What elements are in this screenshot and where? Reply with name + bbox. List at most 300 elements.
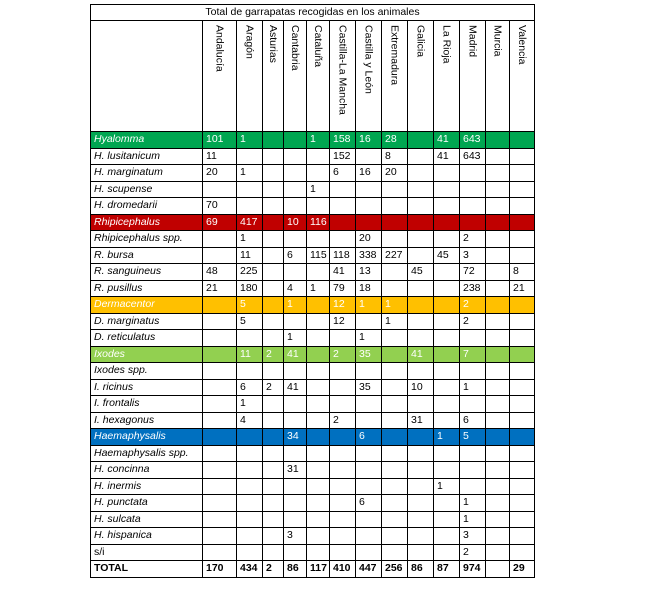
value-cell: 6 [237, 379, 263, 396]
row-label: H. hispanica [91, 528, 203, 545]
value-cell: 2 [460, 297, 486, 314]
value-cell [330, 396, 356, 413]
species-row [91, 231, 535, 248]
value-cell [203, 462, 237, 479]
value-cell: 10 [408, 379, 434, 396]
species-row [91, 379, 535, 396]
value-cell [284, 396, 307, 413]
value-cell [263, 544, 284, 561]
value-cell [203, 330, 237, 347]
column-header [237, 21, 263, 132]
column-header-label: Cantabria [289, 25, 301, 71]
value-cell: 3 [460, 528, 486, 545]
value-cell [382, 280, 408, 297]
value-cell: 256 [382, 561, 408, 578]
value-cell: 1 [356, 297, 382, 314]
value-cell [434, 396, 460, 413]
column-header [356, 21, 382, 132]
value-cell [510, 396, 535, 413]
value-cell [486, 462, 510, 479]
value-cell [486, 280, 510, 297]
value-cell [434, 445, 460, 462]
value-cell [263, 330, 284, 347]
value-cell [330, 198, 356, 215]
value-cell: 5 [237, 313, 263, 330]
value-cell: 4 [237, 412, 263, 429]
value-cell [460, 214, 486, 231]
value-cell: 4 [284, 280, 307, 297]
value-cell [356, 363, 382, 380]
value-cell [382, 181, 408, 198]
value-cell: 41 [284, 346, 307, 363]
value-cell: 6 [356, 429, 382, 446]
value-cell [284, 181, 307, 198]
value-cell [434, 544, 460, 561]
value-cell [307, 495, 330, 512]
value-cell: 2 [263, 379, 284, 396]
value-cell: 225 [237, 264, 263, 281]
genus-row [91, 132, 535, 149]
column-header [203, 21, 237, 132]
value-cell: 34 [284, 429, 307, 446]
value-cell [203, 478, 237, 495]
value-cell [434, 214, 460, 231]
value-cell [237, 181, 263, 198]
value-cell [434, 462, 460, 479]
value-cell: 170 [203, 561, 237, 578]
value-cell [356, 313, 382, 330]
value-cell [237, 429, 263, 446]
value-cell [307, 412, 330, 429]
value-cell [307, 297, 330, 314]
row-label: D. reticulatus [91, 330, 203, 347]
value-cell [486, 297, 510, 314]
value-cell: 12 [330, 313, 356, 330]
row-label: I. ricinus [91, 379, 203, 396]
value-cell [510, 379, 535, 396]
value-cell [237, 528, 263, 545]
value-cell [356, 544, 382, 561]
value-cell [486, 181, 510, 198]
row-label: Haemaphysalis [91, 429, 203, 446]
value-cell [434, 313, 460, 330]
value-cell [486, 198, 510, 215]
value-cell [486, 148, 510, 165]
value-cell: 10 [284, 214, 307, 231]
value-cell [408, 148, 434, 165]
value-cell [510, 478, 535, 495]
value-cell [356, 181, 382, 198]
value-cell [408, 330, 434, 347]
value-cell [510, 297, 535, 314]
value-cell [382, 462, 408, 479]
value-cell [382, 396, 408, 413]
value-cell [486, 445, 510, 462]
value-cell: 2 [460, 231, 486, 248]
value-cell [408, 181, 434, 198]
value-cell: 87 [434, 561, 460, 578]
value-cell [307, 148, 330, 165]
value-cell [510, 511, 535, 528]
value-cell [263, 165, 284, 182]
column-header-label: Castilla-La Mancha [336, 25, 349, 115]
value-cell [460, 462, 486, 479]
value-cell [486, 379, 510, 396]
value-cell [434, 181, 460, 198]
value-cell [460, 363, 486, 380]
column-header-label: Extremadura [388, 25, 401, 86]
value-cell: 1 [434, 478, 460, 495]
value-cell [330, 231, 356, 248]
value-cell: 6 [284, 247, 307, 264]
value-cell: 8 [510, 264, 535, 281]
value-cell: 86 [284, 561, 307, 578]
value-cell [307, 544, 330, 561]
value-cell [237, 495, 263, 512]
value-cell: 2 [460, 544, 486, 561]
value-cell: 18 [356, 280, 382, 297]
value-cell: 16 [356, 132, 382, 149]
value-cell: 5 [237, 297, 263, 314]
value-cell [510, 330, 535, 347]
value-cell [434, 346, 460, 363]
value-cell [263, 148, 284, 165]
value-cell [486, 511, 510, 528]
value-cell [203, 528, 237, 545]
value-cell [284, 511, 307, 528]
value-cell [307, 231, 330, 248]
value-cell [307, 528, 330, 545]
value-cell [382, 429, 408, 446]
value-cell [408, 445, 434, 462]
value-cell [510, 346, 535, 363]
genus-row [91, 214, 535, 231]
value-cell [486, 478, 510, 495]
value-cell [263, 313, 284, 330]
row-label: R. pusillus [91, 280, 203, 297]
value-cell: 69 [203, 214, 237, 231]
value-cell: 1 [307, 132, 330, 149]
value-cell [263, 511, 284, 528]
value-cell [486, 495, 510, 512]
value-cell [382, 346, 408, 363]
value-cell [434, 165, 460, 182]
row-label: R. bursa [91, 247, 203, 264]
value-cell [486, 132, 510, 149]
value-cell: 35 [356, 346, 382, 363]
value-cell [330, 445, 356, 462]
species-row [91, 396, 535, 413]
total-row [91, 561, 535, 578]
value-cell [263, 231, 284, 248]
genus-row [91, 346, 535, 363]
value-cell: 338 [356, 247, 382, 264]
species-row [91, 165, 535, 182]
value-cell: 227 [382, 247, 408, 264]
species-row [91, 478, 535, 495]
value-cell [382, 363, 408, 380]
value-cell [237, 462, 263, 479]
value-cell: 48 [203, 264, 237, 281]
value-cell [330, 429, 356, 446]
value-cell [263, 528, 284, 545]
column-header [486, 21, 510, 132]
corner-cell [91, 21, 203, 132]
value-cell [263, 478, 284, 495]
value-cell [284, 544, 307, 561]
value-cell [510, 544, 535, 561]
value-cell [307, 429, 330, 446]
species-row [91, 544, 535, 561]
value-cell: 21 [203, 280, 237, 297]
species-row [91, 528, 535, 545]
value-cell [434, 264, 460, 281]
value-cell: 1 [460, 495, 486, 512]
column-header [460, 21, 486, 132]
row-label: H. dromedarii [91, 198, 203, 215]
value-cell [307, 396, 330, 413]
value-cell [408, 528, 434, 545]
value-cell: 238 [460, 280, 486, 297]
value-cell: 16 [356, 165, 382, 182]
value-cell: 35 [356, 379, 382, 396]
value-cell [408, 214, 434, 231]
value-cell [408, 165, 434, 182]
value-cell [382, 445, 408, 462]
value-cell [263, 363, 284, 380]
column-header [330, 21, 356, 132]
value-cell [486, 544, 510, 561]
row-label: H. marginatum [91, 165, 203, 182]
value-cell: 1 [434, 429, 460, 446]
value-cell: 20 [382, 165, 408, 182]
value-cell [486, 412, 510, 429]
value-cell: 45 [434, 247, 460, 264]
value-cell [263, 280, 284, 297]
value-cell [382, 544, 408, 561]
column-header-label: Cataluña [312, 25, 324, 68]
value-cell [460, 181, 486, 198]
value-cell: 7 [460, 346, 486, 363]
value-cell [263, 181, 284, 198]
value-cell: 158 [330, 132, 356, 149]
value-cell [330, 478, 356, 495]
value-cell [486, 363, 510, 380]
value-cell: 2 [330, 346, 356, 363]
species-row [91, 181, 535, 198]
species-row [91, 264, 535, 281]
value-cell [382, 528, 408, 545]
value-cell [434, 495, 460, 512]
value-cell [237, 148, 263, 165]
value-cell [486, 429, 510, 446]
value-cell [510, 363, 535, 380]
species-row [91, 363, 535, 380]
value-cell: 2 [460, 313, 486, 330]
value-cell: 1 [237, 231, 263, 248]
row-label: Dermacentor [91, 297, 203, 314]
species-row [91, 445, 535, 462]
value-cell: 643 [460, 132, 486, 149]
value-cell: 1 [307, 181, 330, 198]
value-cell [263, 214, 284, 231]
value-cell: 1 [307, 280, 330, 297]
value-cell [356, 511, 382, 528]
value-cell [460, 445, 486, 462]
value-cell [408, 511, 434, 528]
value-cell: 41 [330, 264, 356, 281]
column-header [382, 21, 408, 132]
value-cell [356, 396, 382, 413]
column-header-label: Aragón [243, 25, 256, 59]
value-cell [434, 363, 460, 380]
value-cell [203, 346, 237, 363]
value-cell [307, 478, 330, 495]
column-header-label: Andalucía [213, 25, 226, 72]
value-cell [382, 412, 408, 429]
value-cell [486, 165, 510, 182]
value-cell [356, 214, 382, 231]
value-cell: 1 [237, 165, 263, 182]
value-cell: 11 [203, 148, 237, 165]
value-cell [263, 429, 284, 446]
value-cell [237, 363, 263, 380]
species-row [91, 462, 535, 479]
value-cell: 180 [237, 280, 263, 297]
row-label: H. sulcata [91, 511, 203, 528]
column-header-label: Murcia [491, 25, 504, 57]
value-cell [284, 165, 307, 182]
value-cell [203, 445, 237, 462]
value-cell [510, 429, 535, 446]
value-cell [434, 231, 460, 248]
value-cell: 643 [460, 148, 486, 165]
row-label: H. inermis [91, 478, 203, 495]
value-cell: 1 [237, 396, 263, 413]
value-cell: 72 [460, 264, 486, 281]
value-cell [486, 247, 510, 264]
value-cell [237, 330, 263, 347]
value-cell [486, 528, 510, 545]
value-cell [382, 379, 408, 396]
value-cell: 1 [284, 330, 307, 347]
column-header [263, 21, 284, 132]
species-row [91, 280, 535, 297]
column-header-label: Galicia [414, 25, 427, 58]
value-cell [486, 346, 510, 363]
value-cell [307, 165, 330, 182]
value-cell: 118 [330, 247, 356, 264]
value-cell [330, 528, 356, 545]
column-header [307, 21, 330, 132]
value-cell [330, 544, 356, 561]
value-cell [408, 544, 434, 561]
value-cell [203, 313, 237, 330]
value-cell [434, 297, 460, 314]
value-cell: 116 [307, 214, 330, 231]
value-cell: 2 [263, 561, 284, 578]
column-header-label: Valencia [516, 25, 528, 65]
value-cell: 2 [263, 346, 284, 363]
value-cell [284, 231, 307, 248]
value-cell [510, 214, 535, 231]
row-label: TOTAL [91, 561, 203, 578]
value-cell [408, 396, 434, 413]
value-cell [434, 511, 460, 528]
value-cell [330, 511, 356, 528]
column-header [408, 21, 434, 132]
value-cell [307, 363, 330, 380]
value-cell [382, 264, 408, 281]
value-cell [203, 511, 237, 528]
value-cell [356, 148, 382, 165]
species-row [91, 148, 535, 165]
value-cell [356, 528, 382, 545]
value-cell: 1 [284, 297, 307, 314]
value-cell: 410 [330, 561, 356, 578]
value-cell [307, 313, 330, 330]
value-cell: 21 [510, 280, 535, 297]
value-cell [263, 297, 284, 314]
value-cell [382, 330, 408, 347]
value-cell [510, 181, 535, 198]
row-label: H. scupense [91, 181, 203, 198]
value-cell [486, 561, 510, 578]
value-cell: 11 [237, 247, 263, 264]
value-cell: 12 [330, 297, 356, 314]
value-cell [203, 247, 237, 264]
value-cell [434, 412, 460, 429]
value-cell [408, 280, 434, 297]
value-cell [284, 495, 307, 512]
value-cell: 29 [510, 561, 535, 578]
species-row [91, 330, 535, 347]
genus-row [91, 429, 535, 446]
value-cell [284, 198, 307, 215]
value-cell [203, 396, 237, 413]
value-cell: 28 [382, 132, 408, 149]
value-cell [307, 379, 330, 396]
value-cell [460, 478, 486, 495]
column-header [510, 21, 535, 132]
value-cell [408, 478, 434, 495]
value-cell [330, 181, 356, 198]
value-cell [382, 495, 408, 512]
value-cell: 86 [408, 561, 434, 578]
row-label: H. lusitanicum [91, 148, 203, 165]
value-cell [510, 132, 535, 149]
value-cell [434, 330, 460, 347]
column-header-label: La Rioja [440, 25, 453, 64]
column-header-label: Asturias [267, 25, 279, 63]
value-cell: 447 [356, 561, 382, 578]
value-cell [486, 396, 510, 413]
value-cell [330, 462, 356, 479]
row-label: Ixodes [91, 346, 203, 363]
value-cell [203, 379, 237, 396]
value-cell: 6 [356, 495, 382, 512]
value-cell: 31 [284, 462, 307, 479]
value-cell [263, 198, 284, 215]
column-header-label: Castilla y León [362, 25, 375, 94]
value-cell: 152 [330, 148, 356, 165]
value-cell [330, 363, 356, 380]
table-title: Total de garrapatas recogidas en los animales [91, 5, 535, 21]
value-cell [408, 297, 434, 314]
value-cell [203, 363, 237, 380]
value-cell [237, 445, 263, 462]
value-cell [408, 132, 434, 149]
